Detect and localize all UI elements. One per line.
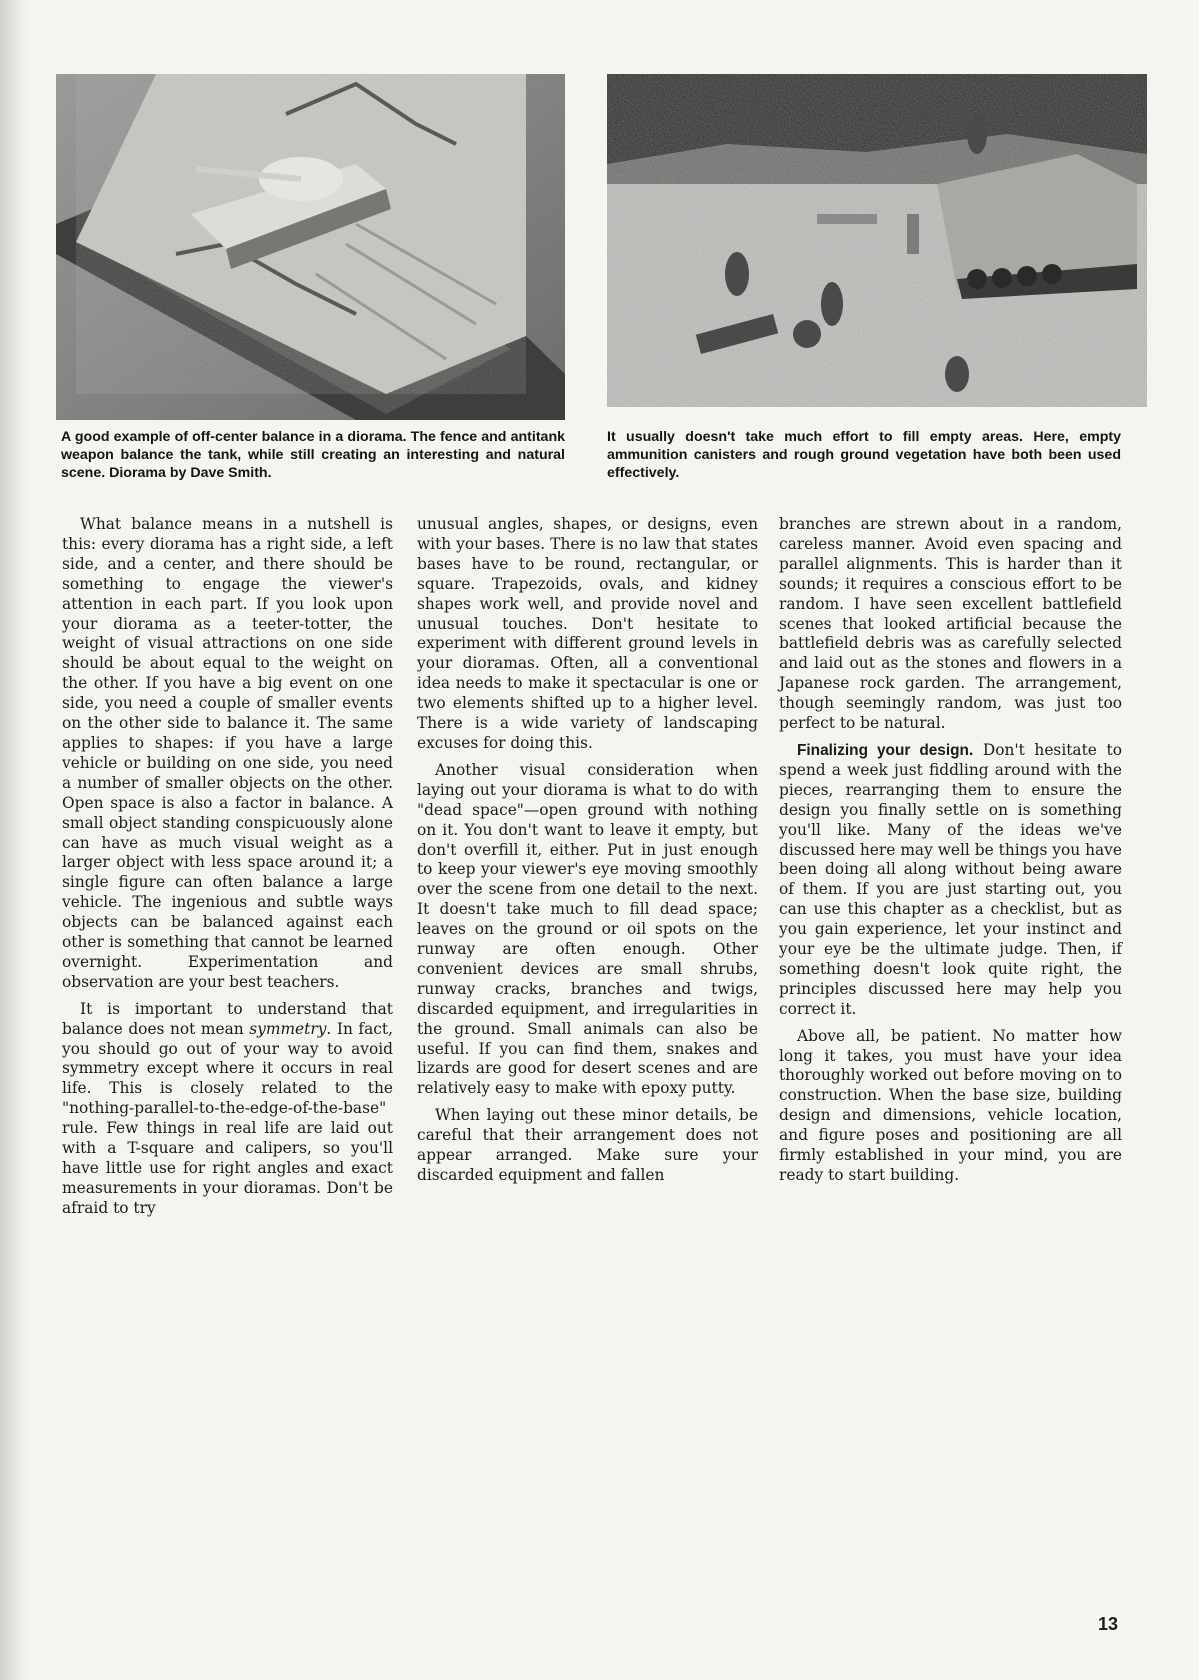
paragraph: [62, 1000, 393, 1219]
page-number: 13: [1098, 1614, 1119, 1634]
section-run-in-heading: Finalizing your design.: [797, 741, 974, 759]
paragraph: Above all, be patient. No matter how long it takes, you must have your idea thoroughly worked out before moving on to construction. When the base size, building design and dimensions, vehicle location, and figure poses and positioning are all firmly established in your mind, you are ready to start building.: [779, 1026, 1122, 1184]
text-column-3: [779, 515, 1122, 1186]
tank-diorama-image: [56, 74, 565, 420]
photo-caption-left: A good example of off-center balance in a diorama. The fence and antitank weapon balance the tank, while still creating an interesting and natural scene. Diorama by Dave Smith.: [61, 429, 565, 481]
text-column-1: [62, 515, 393, 1219]
paragraph-text: It is important to understand that balance does not mean: [62, 999, 393, 1038]
paragraph: When laying out these minor details, be careful that their arrangement does not appear arranged. Make sure your discarded equipment and fallen: [417, 1106, 758, 1184]
page-binding-shadow: [0, 0, 30, 1680]
paragraph-text: . In fact, you should go out of your way to avoid symmetry except where it occurs in real life. This is closely related to the "nothing-parallel-to-the-edge-of-the-base" rule. Few things in real life are laid out with a T-square and calipers, so you'll have little use for right angles and exact measurements in your dioramas. Don't be afraid to try: [62, 1019, 393, 1217]
tank-diorama-photo: [56, 74, 565, 420]
paragraph-text: Don't hesitate to spend a week just fiddling around with the pieces, rearranging them to ensure the design you finally settle on is something you'll like. Many of the ideas we've discussed here may well be things you have been doing all along without being aware of them. If you are just starting out, you can use this chapter as a checklist, but as you gain experience, let your instinct and your eye be the ultimate judge. Then, if something doesn't look quite right, the principles discussed here may help you correct it.: [779, 740, 1122, 1018]
paragraph: [779, 741, 1122, 1020]
paragraph: Another visual consideration when laying out your diorama is what to do with "dead space"—open ground with nothing on it. You don't want to leave it empty, but don't overfill it, either. Put in just enough to keep your viewer's eye moving smoothly over the scene from one detail to the next. It doesn't take much to fill dead space; leaves on the ground or oil spots on the runway are often enough. Other convenient devices are small shrubs, runway cracks, branches and twigs, discarded equipment, and irregularities in the ground. Small animals can also be useful. If you can find them, snakes and lizards are good for desert scenes and are relatively easy to make with epoxy putty.: [417, 760, 758, 1098]
battlefield-diorama-image: [607, 74, 1147, 407]
paragraph: branches are strewn about in a random, careless manner. Avoid even spacing and parallel alignments. This is harder than it sounds; it requires a conscious effort to be random. I have seen excellent battlefield scenes that looked artificial because the battlefield debris was as carefully selected and laid out as the stones and flowers in a Japanese rock garden. The arrangement, though seemingly random, was just too perfect to be natural.: [779, 515, 1122, 733]
text-column-2: [417, 515, 758, 1186]
paragraph: What balance means in a nutshell is this: every diorama has a right side, a left side, and a center, and there should be something to engage the viewer's attention in each part. If you look upon your diorama as a teeter-totter, the weight of visual attractions on one side should be about equal to the weight on the other. If you have a big event on one side, you need a couple of smaller events on the other side to balance it. The same applies to shapes: if you have a large vehicle or building on one side, you need a number of smaller objects on the other. Open space is also a factor in balance. A small object standing conspicuously alone can have as much visual weight as a larger object with less space around it; a single figure can often balance a large vehicle. The ingenious and subtle ways objects can be balanced against each other is something that cannot be learned overnight. Experimentation and observation are your best teachers.: [62, 515, 393, 991]
photo-caption-right: It usually doesn't take much effort to fill empty areas. Here, empty ammunition canisters and rough ground vegetation have both been used effectively.: [607, 429, 1121, 481]
paragraph: unusual angles, shapes, or designs, even with your bases. There is no law that states bases have to be round, rectangular, or square. Trapezoids, ovals, and kidney shapes work well, and provide novel and unusual touches. Don't hesitate to experiment with different ground levels in your dioramas. Often, all a conventional idea needs to make it spectacular is one or two elements shifted up to a higher level. There is a wide variety of landscaping excuses for doing this.: [417, 515, 758, 752]
emphasis-symmetry: symmetry: [249, 1019, 327, 1038]
battlefield-diorama-photo: [607, 74, 1147, 407]
